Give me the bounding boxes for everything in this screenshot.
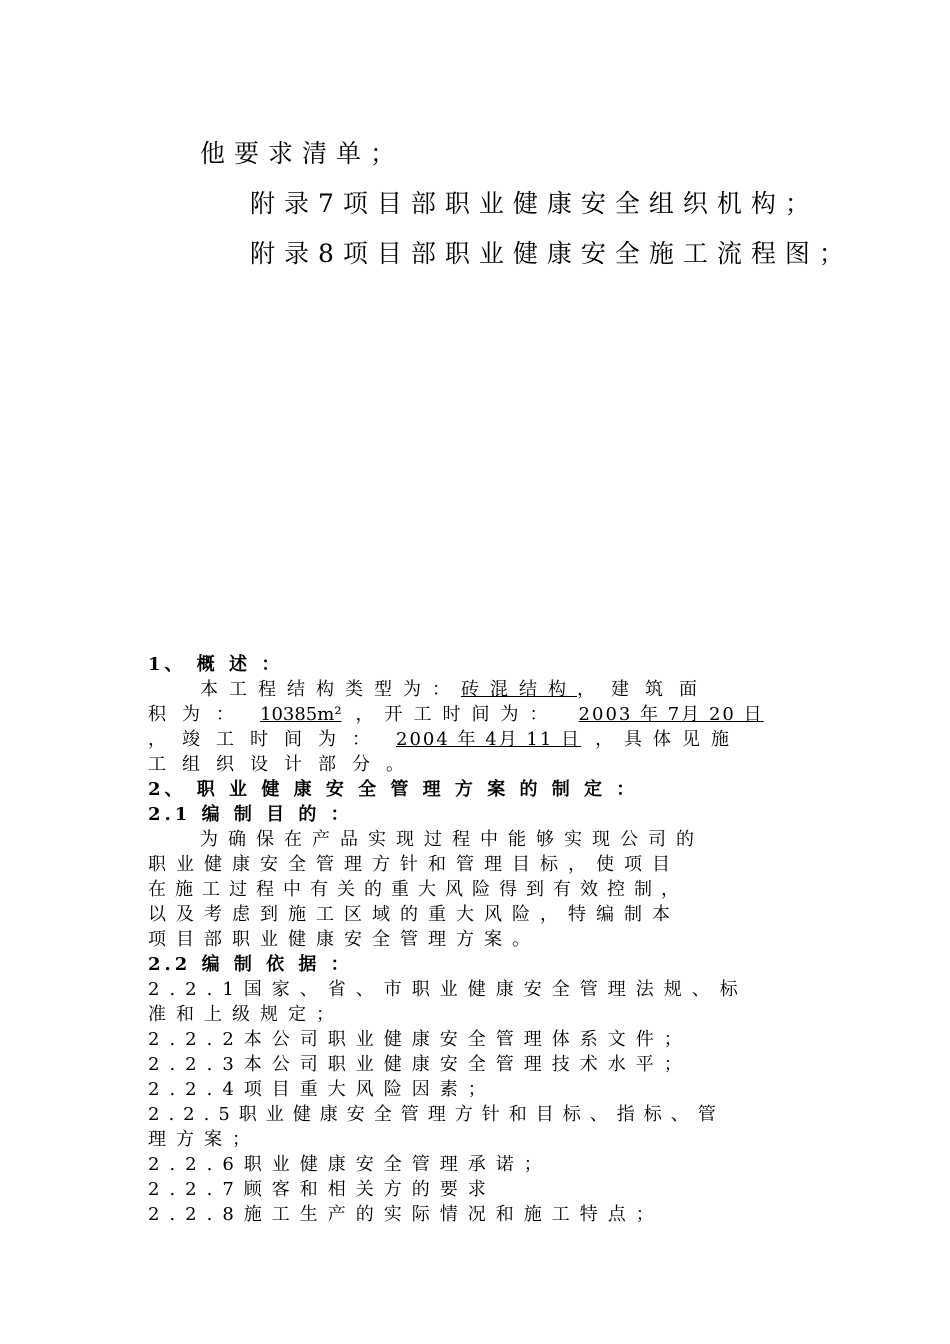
list-item: 理方案； [148, 1129, 260, 1150]
text-line: 职业健康安全管理方针和管理目标，使项目 [148, 854, 680, 875]
list-item: 2.2.7顾客和相关方的要求 [148, 1179, 496, 1200]
text-line: 积为： 10385m² ，开工时间为： 2003 年 7月 20 日 [148, 704, 764, 725]
list-item: 2.2.2本公司职业健康安全管理体系文件； [148, 1029, 692, 1050]
text-line: 附录8项目部职业健康安全施工流程图； [250, 239, 853, 268]
text-line: 本工程结构类型为：砖混结构，建筑面 [200, 679, 713, 700]
list-item: 2.2.4项目重大风险因素； [148, 1079, 496, 1100]
list-item: 2.2.1国家、省、市职业健康安全管理法规、标 [148, 979, 748, 1000]
text-line: 项目部职业健康安全管理方案。 [148, 929, 540, 950]
subsection-heading: 2.1 编 制 目 的 ： [148, 804, 353, 825]
list-item: 2.2.8施工生产的实际情况和施工特点； [148, 1204, 664, 1225]
list-item: 2.2.6职业健康安全管理承诺； [148, 1154, 552, 1175]
list-item: 2.2.3本公司职业健康安全管理技术水平； [148, 1054, 692, 1075]
text-line: ，竣工时间为： 2004 年 4月 11 日 ，具体见施 [148, 729, 741, 750]
section-heading: 1、 概 述 ： [148, 654, 284, 675]
text-line: 工组织设计部分。 [148, 754, 420, 775]
text-line: 为确保在产品实现过程中能够实现公司的 [200, 829, 704, 850]
section-heading: 2、 职 业 健 康 安 全 管 理 方 案 的 制 定 ： [148, 779, 639, 800]
subsection-heading: 2.2 编 制 依 据 ： [148, 954, 353, 975]
text-line: 以及考虑到施工区域的重大风险，特编制本 [148, 904, 680, 925]
list-item: 准和上级规定； [148, 1004, 344, 1025]
list-item: 2.2.5职业健康安全管理方针和目标、指标、管 [148, 1104, 725, 1125]
text-line: 附录7项目部职业健康安全组织机构； [250, 189, 819, 218]
text-line: 他要求清单； [200, 139, 405, 168]
text-line: 在施工过程中有关的重大风险得到有效控制， [148, 879, 688, 900]
